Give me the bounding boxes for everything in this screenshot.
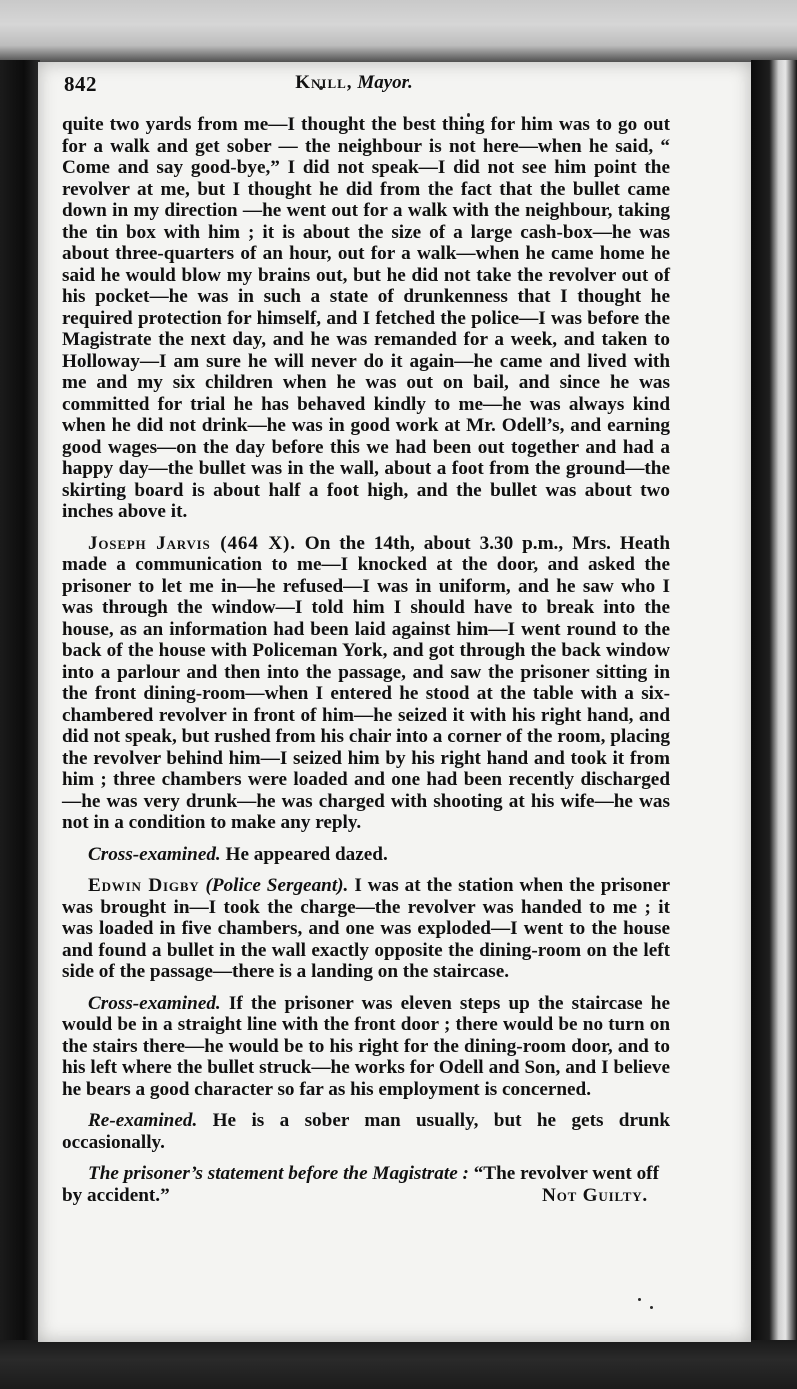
testimony-text: He appeared dazed. (220, 843, 388, 865)
paragraph-re-examined (62, 1110, 670, 1153)
verdict: Not Guilty. (542, 1184, 648, 1206)
page-header (64, 72, 644, 102)
paragraph-joseph-jarvis (62, 533, 670, 834)
running-head-name: Knill, (295, 72, 353, 93)
final-line (62, 1185, 670, 1207)
statement-label: The prisoner’s statement before the Magistrate : (88, 1163, 469, 1184)
testimony-text: I was at the station when the prisoner was brought in—I took the charge—the revolver was handed to me ; it was loaded in five chambers, and one was exploded—I went to the house and found a bullet in the wall exactly opposite the dining-room on the left side of the passage—there is a landing on the staircase. (62, 875, 670, 982)
scan-right-margin (751, 60, 797, 1360)
scan-speck (650, 1306, 653, 1309)
paragraph-cross-examined-1 (62, 844, 670, 866)
paragraph-edwin-digby (62, 875, 670, 983)
paragraph-prisoner-statement (62, 1163, 670, 1185)
examination-label: Re-examined. (88, 1110, 198, 1131)
testimony-text: On the 14th, about 3.30 p.m., Mrs. Heath made a communication to me—I knocked at the door, and asked the prisoner to let me in—he refused—I was in uniform, and he saw who I was through the window—I told him I should have to break into the house, as an information had been laid against him—I went round to the back of the house with Policeman York, and got through the back window into a parlour and then into the passage, and saw the prisoner sitting in the front dining-room—when I entered he stood at the table with a six-chambered revolver in front of him—he seized it with his right hand, and did not speak, but rushed from his chair into a corner of the room, placing the revolver behind him—I seized him by his right hand and took it from him ; three chambers were loaded and one had been recently discharged—he was very drunk—he was charged with shooting at his wife—he was not in a condition to make any reply. (62, 532, 670, 833)
testimony-text: If the prisoner was eleven steps up the staircase he would be in a straight line with the front door ; there would be no turn on the stairs there—he would be to his right for the dining-room door, and to his left where the bullet struck—he works for Odell and Son, and I believe he bears a good character so far as his employment is concerned. (62, 992, 670, 1100)
speaker-role: (Police Sergeant). (205, 875, 349, 896)
body-text (62, 114, 670, 1206)
statement-text-end: by accident.” (62, 1184, 170, 1206)
page-number: 842 (64, 72, 97, 96)
speaker-name: Edwin Digby (88, 875, 200, 896)
paragraph-cross-examined-2 (62, 993, 670, 1101)
examination-label: Cross-examined. (88, 843, 221, 865)
speaker-name: Joseph Jarvis (464 X). (88, 532, 296, 554)
examination-label: Cross-examined. (88, 992, 221, 1014)
statement-text: “The revolver went off (468, 1163, 659, 1184)
running-head (64, 72, 644, 94)
scan-left-margin (0, 60, 40, 1360)
scan-top-margin (0, 0, 797, 70)
paragraph-testimony-continued: quite two yards from me—I thought the best thing for him was to go out for a walk and get sober — the neighbour is not here—when he said, “ Come and say good-bye,” I did not speak—I did not see him point the revolver at me, but I thought he did from the fact that the bullet came down in my direction —he went out for a walk with the neighbour, taking the tin box with him ; it is about the size of a large cash-box—he was about three-quarters of an hour, out for a walk—when he came home he said he would blow my brains out, but he did not take the revolver out of his pocket—he was in such a state of drunkenness that I thought he required protection for himself, and I fetched the police—I was before the Magistrate the next day, and he was remanded for a week, and taken to Holloway—I am sure he will never do it again—he came and lived with me and my six children when he was out on bail, and since he was committed for trial he has behaved kindly to me—he was always kind when he did not drink—he was in good work at Mr. Odell’s, and earning good wages—on the day before this we had been out together and had a happy day—the bullet was in the wall, about a foot from the ground—the skirting board is about half a foot high, and the bullet was about two inches above it. (62, 114, 670, 522)
testimony-text: He is a sober man usually, but he gets drunk occasionally. (62, 1110, 670, 1153)
scan-bottom-margin (0, 1340, 797, 1389)
scan-speck (638, 1298, 641, 1301)
running-head-title: Mayor. (357, 72, 413, 93)
